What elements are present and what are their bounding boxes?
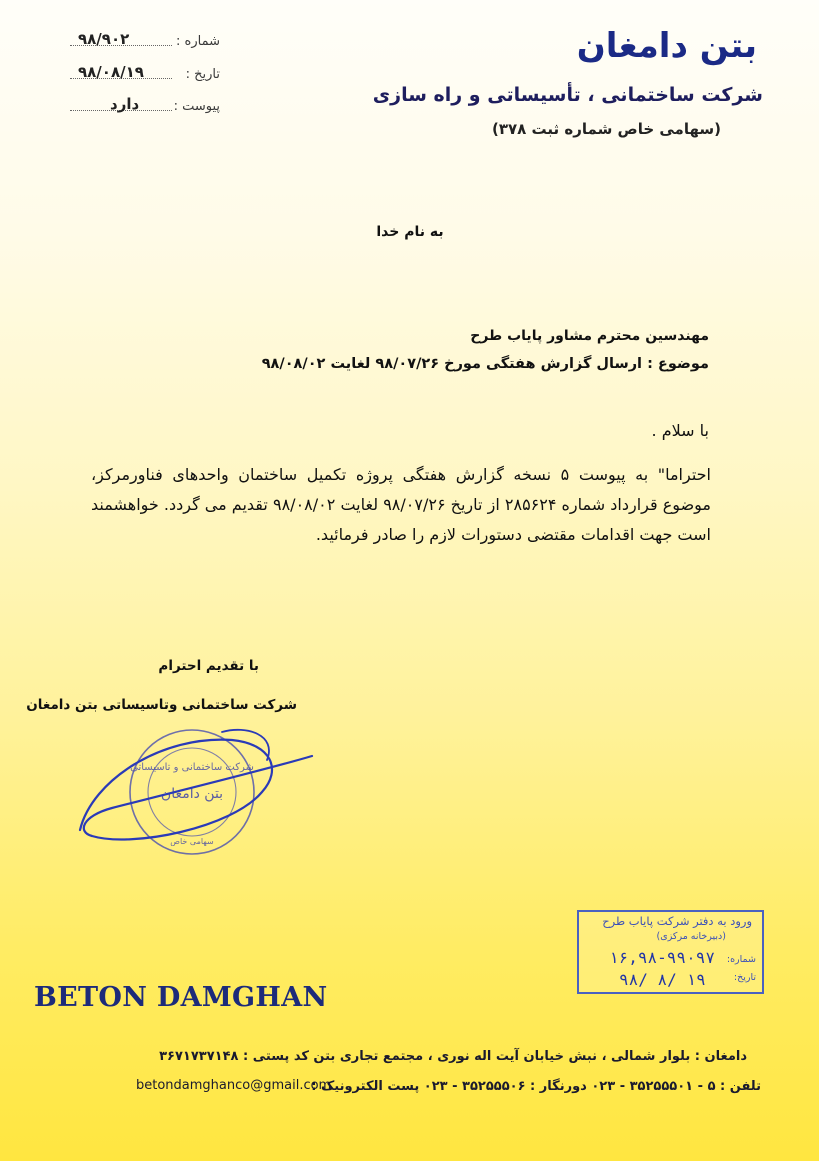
reference-date-label: تاریخ :: [185, 67, 220, 82]
svg-text:بتن دامغان: بتن دامغان: [160, 786, 224, 802]
reference-attachment-label: پیوست :: [173, 99, 220, 114]
basmala: به نام خدا: [376, 224, 444, 240]
closing-line: با تقدیم احترام: [158, 658, 259, 674]
reference-number-row: [70, 30, 220, 52]
reference-number-label: شماره :: [176, 34, 220, 49]
company-seal-signature: [72, 720, 322, 870]
brand-english: BETON DAMGHAN: [34, 982, 328, 1013]
stamp-date-value: ۹۸/ ۸/ ۱۹: [619, 970, 706, 989]
greeting: با سلام .: [651, 421, 709, 440]
stamp-number-value: ۱۶,۹۸-۹۹۰۹۷: [609, 948, 715, 967]
signature-scribble: [80, 730, 312, 840]
svg-text:سهامی خاص: سهامی خاص: [170, 837, 214, 846]
stamp-number-label: شماره:: [726, 954, 756, 965]
reference-date-value: ۹۸/۰۸/۱۹: [78, 63, 144, 81]
stamp-date-label: تاریخ:: [733, 972, 756, 983]
recipient: مهندسین محترم مشاور پایاب طرح: [470, 328, 709, 344]
reference-number-value: ۹۸/۹۰۲: [78, 30, 130, 48]
received-stamp: [577, 910, 764, 994]
footer-email[interactable]: betondamghanco@gmail.com: [136, 1078, 332, 1093]
footer-address: دامغان : بلوار شمالی ، نبش خیابان آیت اله نوری ، مجتمع تجاری بتن کد پستی : ۳۶۷۱۷۳۷۱۴۸: [159, 1049, 747, 1064]
signer-company: شرکت ساختمانی وتاسیساتی بتن دامغان: [26, 697, 297, 713]
subject-line: موضوع : ارسال گزارش هفتگی مورخ ۹۸/۰۷/۲۶ لغایت ۹۸/۰۸/۰۲: [261, 356, 709, 372]
company-seal: [130, 730, 254, 854]
company-type: شرکت ساختمانی ، تأسیساتی و راه سازی: [372, 84, 763, 106]
reference-attachment-value: دارد: [110, 95, 140, 113]
reference-attachment-row: [70, 95, 220, 117]
stamp-subtitle: (دبیرخانه مرکزی): [656, 931, 726, 942]
company-name: بتن دامغان: [576, 26, 757, 66]
stamp-title: ورود به دفتر شرکت پایاب طرح: [602, 914, 752, 928]
company-registration: (سهامی خاص شماره ثبت ۳۷۸): [491, 120, 721, 138]
footer-phones: تلفن : ۵ - ۳۵۲۵۵۵۰۱ - ۰۲۳ دورنگار : ۳۵۲۵۵۵۰۶ - ۰۲۳ پست الکترونیک :: [311, 1079, 761, 1094]
reference-date-row: [70, 63, 220, 85]
svg-text:شرکت ساختمانی و تاسیساتی: شرکت ساختمانی و تاسیساتی: [130, 762, 254, 773]
letter-body: احتراما" به پیوست ۵ نسخه گزارش هفتگی پروژه تکمیل ساختمان واحدهای فناورمرکز، موضوع قرارداد شماره ۲۸۵۶۲۴ از تاریخ ۹۸/۰۷/۲۶ لغایت ۹۸/۰۸/۰۲ تقدیم می گردد. خواهشمند است جهت اقدامات مقتضی دستورات لازم را صادر فرمائید.: [91, 465, 711, 544]
